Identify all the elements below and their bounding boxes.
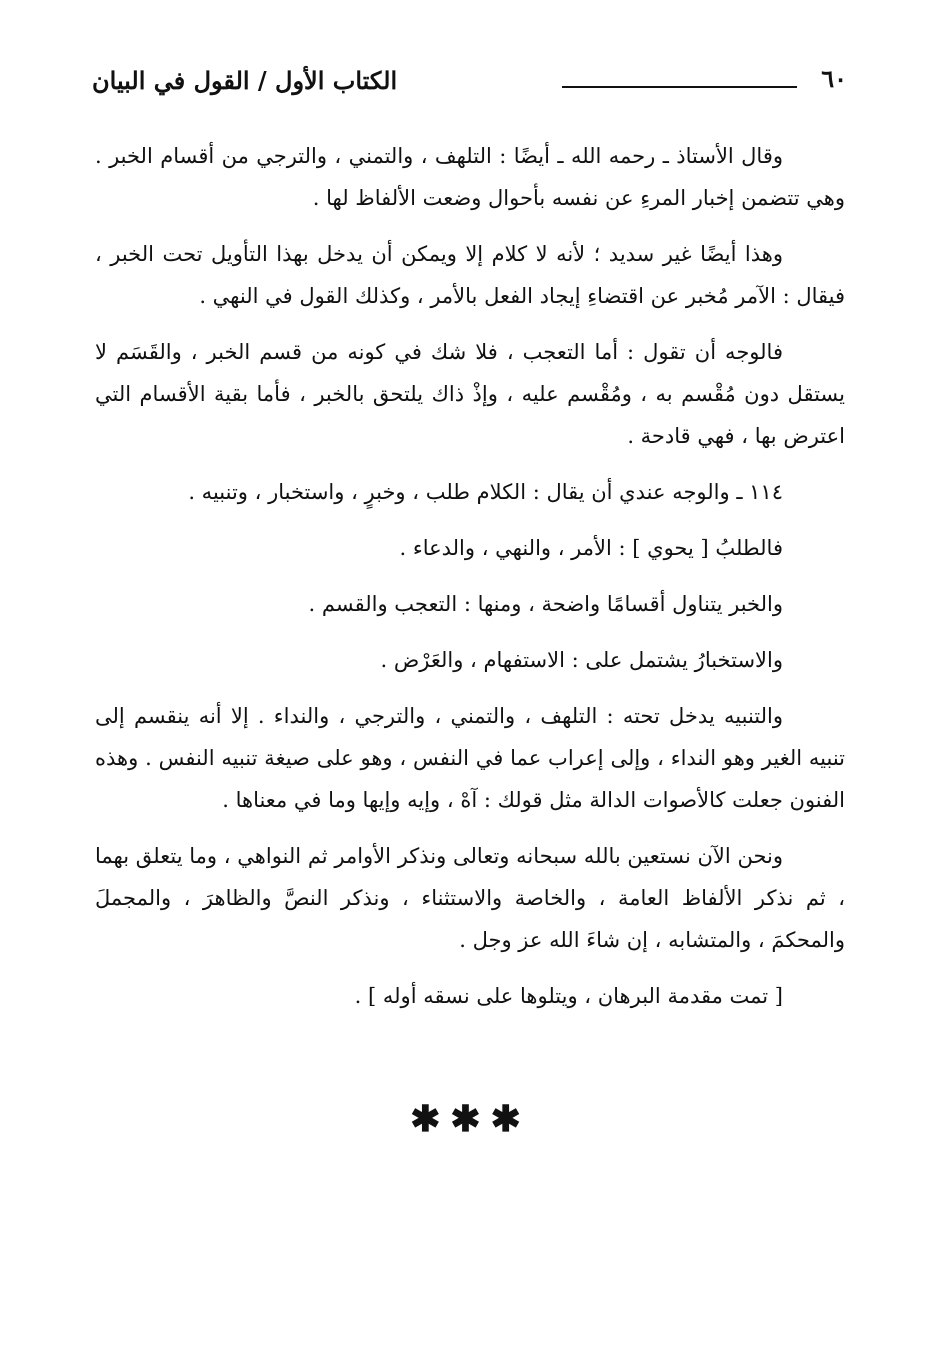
paragraph: والخبر يتناول أقسامًا واضحة ، ومنها : التعجب والقسم .	[308, 592, 783, 616]
page-body	[95, 135, 845, 1017]
page-header	[92, 62, 847, 108]
page-number: ٦٠	[821, 64, 847, 93]
paragraph-section-114: ١١٤ ـ والوجه عندي أن يقال : الكلام طلب ، وخبرٍ ، واستخبار ، وتنبيه .	[188, 480, 783, 504]
paragraph: فالطلبُ [ يحوي ] : الأمر ، والنهي ، والدعاء .	[399, 536, 783, 560]
header-rule	[562, 86, 797, 88]
paragraph: وهذا أيضًا غير سديد ؛ لأنه لا كلام إلا ويمكن أن يدخل بهذا التأويل تحت الخبر ، فيقال : الآمر مُخبر عن اقتضاءِ إيجاد الفعل بالأمر ، وكذلك القول في النهي .	[95, 242, 845, 308]
paragraph: وقال الأستاذ ـ رحمه الله ـ أيضًا : التلهف ، والتمني ، والترجي من أقسام الخبر . وهي تتضمن إخبار المرءِ عن نفسه بأحوال وضعت الألفاظ لها .	[95, 144, 845, 210]
paragraph: ونحن الآن نستعين بالله سبحانه وتعالى ونذكر الأوامر ثم النواهي ، وما يتعلق بهما ، ثم نذكر الألفاظ العامة ، والخاصة والاستثناء ، ونذكر النصَّ والظاهرَ ، والمجملَ والمحكمَ ، والمتشابه ، إن شاءَ الله عز وجل .	[95, 844, 845, 952]
paragraph: والاستخبارُ يشتمل على : الاستفهام ، والعَرْض .	[380, 648, 783, 672]
closing-note: [ تمت مقدمة البرهان ، ويتلوها على نسقه أوله ] .	[354, 984, 783, 1008]
paragraph: فالوجه أن تقول : أما التعجب ، فلا شك في كونه من قسم الخبر ، والقَسَم لا يستقل دون مُقْسم به ، ومُقْسم عليه ، وإذْ ذاك يلتحق بالخبر ، فأما بقية الأقسام التي اعترض بها ، فهي قادحة .	[95, 340, 845, 448]
section-ornament: ✱✱✱	[410, 1098, 531, 1140]
paragraph: والتنبيه يدخل تحته : التلهف ، والتمني ، والترجي ، والنداء . إلا أنه ينقسم إلى تنبيه الغير وهو النداء ، وإلى إعراب عما في النفس ، وهو على صيغة تنبيه النفس . وهذه الفنون جعلت كالأصوات الدالة مثل قولك : آهْ ، وإيه وإيها وما في معناها .	[95, 704, 845, 812]
running-title: الكتاب الأول / القول في البيان	[92, 66, 398, 95]
